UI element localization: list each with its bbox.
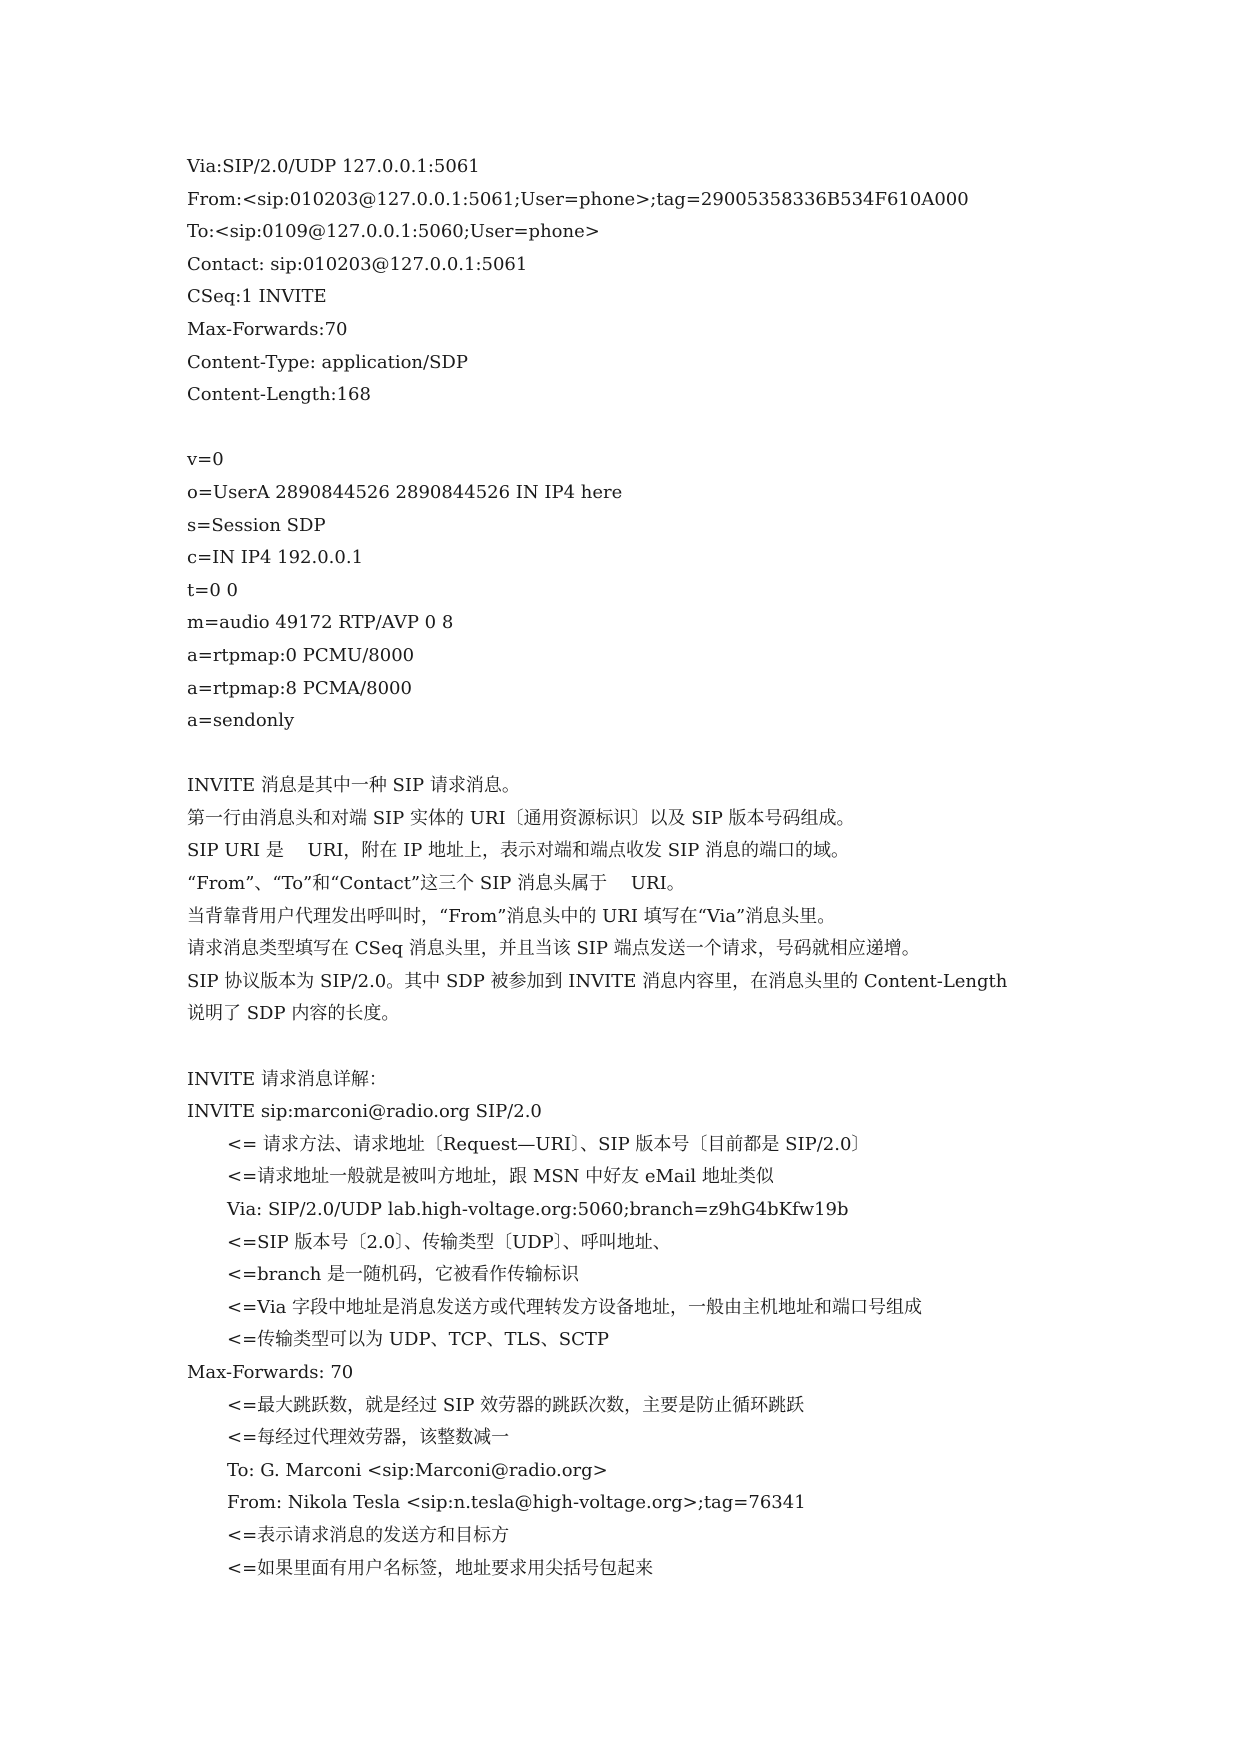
text-line: <=Via 字段中地址是消息发送方或代理转发方设备地址，一般由主机地址和端口号组成 <box>227 1296 923 1318</box>
text-line: From: Nikola Tesla <sip:n.tesla@high-voltage.org>;tag=76341 <box>227 1492 806 1514</box>
text-line: <=branch 是一随机码，它被看作传输标识 <box>227 1264 580 1286</box>
text-line: <= 请求方法、请求地址〔Request—URI〕、SIP 版本号〔目前都是 SIP/2.0〕 <box>227 1133 870 1155</box>
text-line: Max-Forwards:70 <box>187 318 348 340</box>
text-line: m=audio 49172 RTP/AVP 0 8 <box>187 612 454 634</box>
text-line: “From”、“To”和“Contact”这三个 SIP 消息头属于 URI。 <box>187 873 685 895</box>
text-line: INVITE 消息是其中一种 SIP 请求消息。 <box>187 775 520 797</box>
text-line: <=每经过代理效劳器，该整数减一 <box>227 1427 510 1449</box>
text-line: SIP 协议版本为 SIP/2.0。其中 SDP 被参加到 INVITE 消息内容里，在消息头里的 Content-Length <box>187 970 1008 992</box>
text-line: a=rtpmap:8 PCMA/8000 <box>187 677 412 699</box>
text-line: t=0 0 <box>187 579 238 601</box>
text-line: INVITE 请求消息详解： <box>187 1068 387 1090</box>
text-line: v=0 <box>187 449 224 471</box>
text-line: Max-Forwards: 70 <box>187 1361 354 1383</box>
text-line: <=表示请求消息的发送方和目标方 <box>227 1524 510 1546</box>
text-line: From:<sip:010203@127.0.0.1:5061;User=phone>;tag=29005358336B534F610A000 <box>187 188 969 210</box>
text-line: Contact: sip:010203@127.0.0.1:5061 <box>187 253 528 275</box>
text-line: <=请求地址一般就是被叫方地址，跟 MSN 中好友 eMail 地址类似 <box>227 1166 774 1188</box>
text-line: c=IN IP4 192.0.0.1 <box>187 547 364 569</box>
text-line: a=sendonly <box>187 710 295 732</box>
text-line: <=传输类型可以为 UDP、TCP、TLS、SCTP <box>227 1329 609 1351</box>
text-line: 说明了 SDP 内容的长度。 <box>187 1003 400 1025</box>
text-line: Content-Length:168 <box>187 384 371 406</box>
text-line: s=Session SDP <box>187 514 326 536</box>
text-line: SIP URI 是 URI，附在 IP 地址上，表示对端和端点收发 SIP 消息的端口的域。 <box>187 840 850 862</box>
text-line: CSeq:1 INVITE <box>187 286 327 308</box>
text-line: 请求消息类型填写在 CSeq 消息头里，并且当该 SIP 端点发送一个请求，号码就相应递增。 <box>187 938 920 960</box>
text-line: 当背靠背用户代理发出呼叫时，“From”消息头中的 URI 填写在“Via”消息头里。 <box>187 905 836 927</box>
text-line: Via:SIP/2.0/UDP 127.0.0.1:5061 <box>187 156 480 177</box>
text-line: <=SIP 版本号〔2.0〕、传输类型〔UDP〕、呼叫地址、 <box>227 1231 671 1253</box>
text-line: 第一行由消息头和对端 SIP 实体的 URI〔通用资源标识〕以及 SIP 版本号码组成。 <box>187 807 855 829</box>
blank-line <box>187 412 1087 445</box>
text-line: To: G. Marconi <sip:Marconi@radio.org> <box>227 1459 608 1481</box>
text-line: To:<sip:0109@127.0.0.1:5060;User=phone> <box>187 221 600 243</box>
text-line: o=UserA 2890844526 2890844526 IN IP4 here <box>187 481 623 503</box>
text-line: INVITE sip:marconi@radio.org SIP/2.0 <box>187 1101 542 1123</box>
blank-line <box>187 738 1087 771</box>
text-line: <=最大跳跃数，就是经过 SIP 效劳器的跳跃次数，主要是防止循环跳跃 <box>227 1394 805 1416</box>
blank-line <box>187 1031 1087 1064</box>
text-line: a=rtpmap:0 PCMU/8000 <box>187 644 415 666</box>
text-line: Via: SIP/2.0/UDP lab.high-voltage.org:5060;branch=z9hG4bKfw19b <box>227 1199 849 1220</box>
document-body <box>187 151 1087 1585</box>
text-line: Content-Type: application/SDP <box>187 351 468 373</box>
text-line: <=如果里面有用户名标签，地址要求用尖括号包起来 <box>227 1557 654 1579</box>
